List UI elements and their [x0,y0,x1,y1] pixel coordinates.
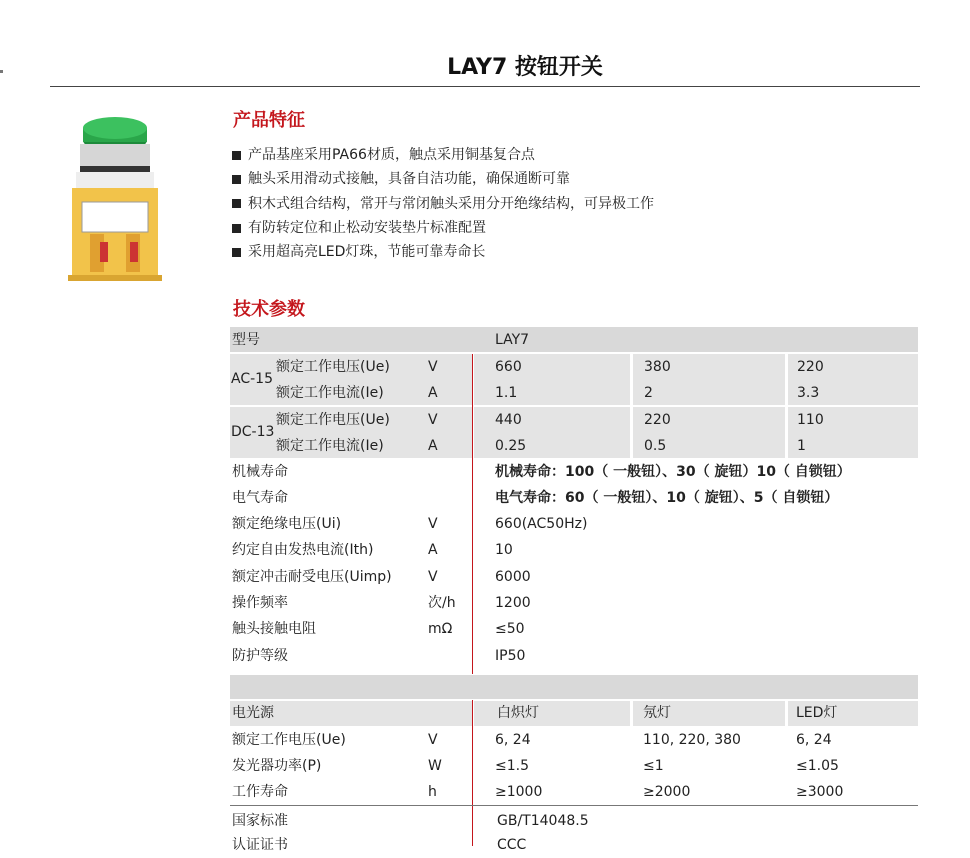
spec-row-resistance: 触头接触电阻 mΩ ≤50 [232,621,525,637]
spec-row-model: 型号 LAY7 [230,327,918,352]
title-divider [50,86,920,87]
standards-divider [230,805,918,806]
bullet-icon [232,224,241,233]
standards-column-divider [472,806,473,846]
spec-row-ac15-current: 额定工作电流(Ie) A 1.1 2 3.3 [276,385,820,401]
light-row-life: 工作寿命 h ≥1000 ≥2000 ≥3000 [232,784,844,800]
spec-row-insulation: 额定绝缘电压(Ui) V 660(AC50Hz) [232,516,588,532]
spec-column-divider [472,354,473,674]
table-spacer-band [230,675,918,699]
spec-row-impulse: 额定冲击耐受电压(Uimp) V 6000 [232,569,531,585]
bullet-icon [232,199,241,208]
spec-row-protection: 防护等级 IP50 [232,648,526,664]
light-row-source: 电光源 白炽灯 氖灯 LED灯 [232,705,838,721]
light-column-divider [472,700,473,806]
standard-row-national: 国家标准 GB/T14048.5 [232,813,589,829]
spec-row-ac15-voltage: 额定工作电压(Ue) V 660 380 220 [276,359,824,375]
spec-row-dc13-voltage: 额定工作电压(Ue) V 440 220 110 [276,412,824,428]
standard-row-cert: 认证证书 CCC [232,837,527,853]
light-row-power: 发光器功率(P) W ≤1.5 ≤1 ≤1.05 [232,758,839,774]
specs-heading: 技术参数 [233,299,305,320]
feature-item: 积木式组合结构，常开与常闭触头采用分开绝缘结构，可异极工作 [232,192,654,216]
feature-list [232,143,654,264]
feature-item: 产品基座采用PA66材质，触点采用铜基复合点 [232,143,654,167]
spec-row-elec-life: 电气寿命 电气寿命：60（ 一般钮）、10（ 旋钮）、5（ 自锁钮） [232,490,839,506]
feature-item: 触头采用滑动式接触，具备自洁功能，确保通断可靠 [232,167,654,191]
feature-item: 有防转定位和止松动安装垫片标准配置 [232,216,654,240]
light-row-voltage: 额定工作电压(Ue) V 6, 24 110, 220, 380 6, 24 [232,732,832,748]
dc13-group: DC-13 [231,424,275,440]
bullet-icon [232,151,241,160]
spec-row-frequency: 操作频率 次/h 1200 [232,595,531,611]
product-photo [40,110,190,300]
feature-item: 采用超高亮LED灯珠，节能可靠寿命长 [232,240,654,264]
spec-row-thermal: 约定自由发热电流(Ith) A 10 [232,542,513,558]
spec-row-mech-life: 机械寿命 机械寿命：100（ 一般钮）、30（ 旋钮）10（ 自锁钮） [232,464,851,480]
features-heading: 产品特征 [233,110,305,131]
bullet-icon [232,248,241,257]
page-title: LAY7 按钮开关 [447,55,603,80]
ac15-group: AC-15 [231,371,273,387]
bullet-icon [232,175,241,184]
spec-row-dc13-current: 额定工作电流(Ie) A 0.25 0.5 1 [276,438,806,454]
